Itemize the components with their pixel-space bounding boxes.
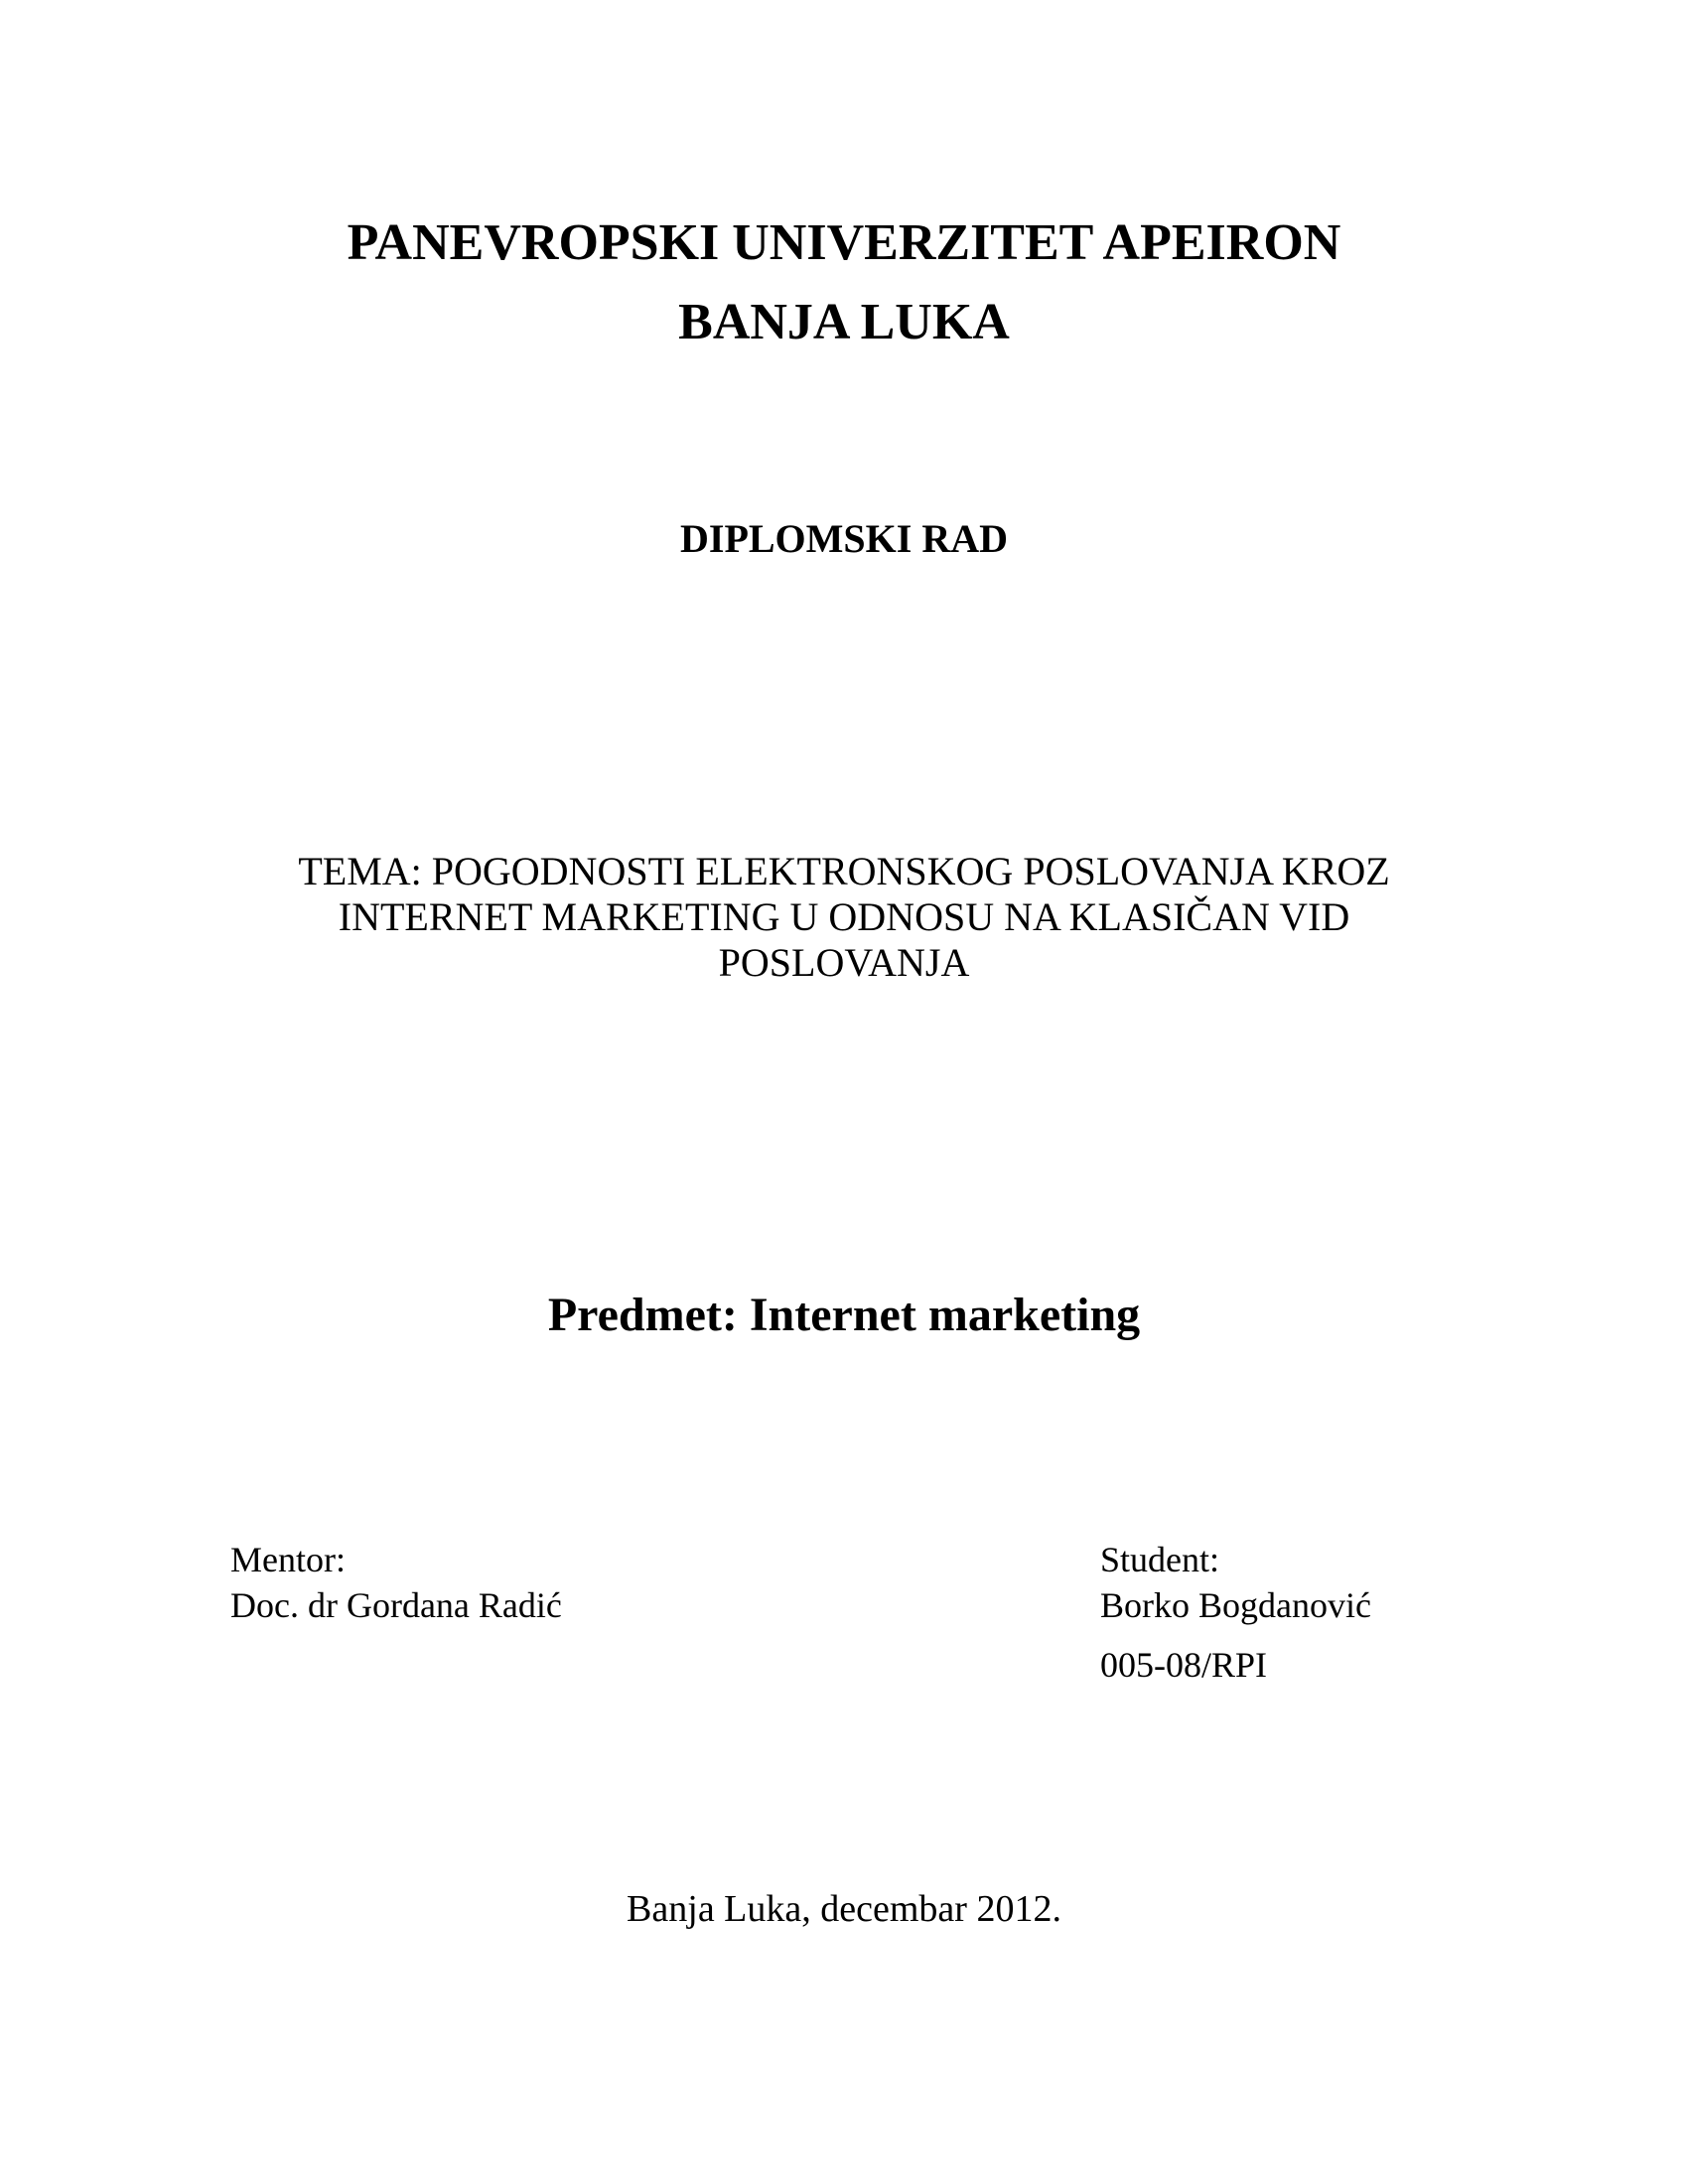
topic-line-3: POSLOVANJA (718, 940, 970, 985)
place-date: Banja Luka, decembar 2012. (627, 1888, 1061, 1930)
mentor-block (230, 1537, 562, 1628)
mentor-name: Doc. dr Gordana Radić (230, 1585, 562, 1625)
mentor-label: Mentor: (230, 1540, 346, 1579)
topic-line-2: INTERNET MARKETING U ODNOSU NA KLASIČAN VID (338, 894, 1350, 939)
topic-line-1: TEMA: POGODNOSTI ELEKTRONSKOG POSLOVANJA KROZ (298, 849, 1390, 893)
student-index: 005-08/RPI (1100, 1645, 1268, 1685)
subject-title: Predmet: Internet marketing (547, 1289, 1141, 1341)
document-type: DIPLOMSKI RAD (679, 516, 1009, 561)
university-city: BANJA LUKA (678, 294, 1010, 350)
student-block (1100, 1537, 1371, 1628)
student-label: Student: (1100, 1540, 1220, 1579)
student-name: Borko Bogdanović (1100, 1585, 1371, 1625)
university-name: PANEVROPSKI UNIVERZITET APEIRON (347, 214, 1341, 271)
